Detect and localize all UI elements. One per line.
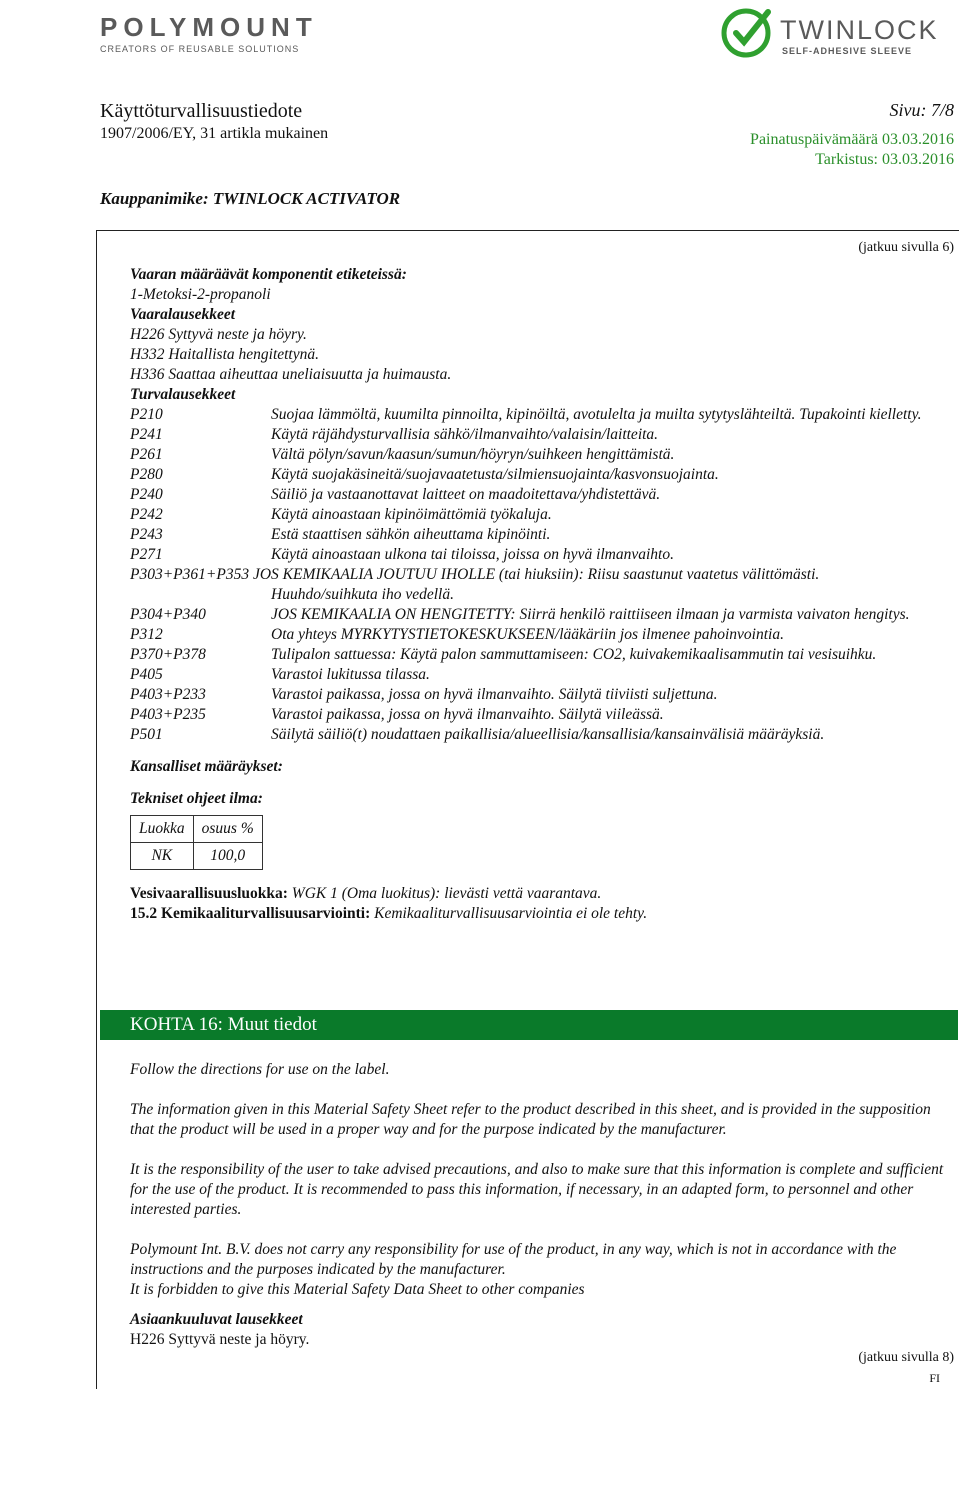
section-16-content	[130, 1060, 956, 1350]
precaution-text: Käytä ainoastaan kipinöimättömiä työkaluja.	[271, 506, 552, 523]
precaution-text: Ota yhteys MYRKYTYSTIETOKESKUKSEEN/lääkäriin jos ilmenee pahoinvointia.	[271, 626, 784, 643]
precaution-row	[130, 725, 956, 745]
paragraph: The information given in this Material Safety Sheet refer to the product described in this sheet, and is provided in the supposition that the product will be used in a proper way and for the purpose indicated by the manufacturer.	[130, 1101, 931, 1138]
section-15-content	[130, 265, 956, 924]
chemical-safety-line	[130, 904, 956, 924]
hazard-statement: H332 Haitallista hengitettynä.	[130, 346, 319, 363]
regulation-reference: 1907/2006/EY, 31 artikla mukainen	[100, 125, 329, 142]
precaution-text: Suojaa lämmöltä, kuumilta pinnoilta, kipinöiltä, avotulelta ja muilta sytytyslähteiltä. Tupakointi kielletty.	[271, 406, 922, 423]
twinlock-logo-tagline: SELF-ADHESIVE SLEEVE	[782, 46, 913, 56]
table-row	[131, 843, 263, 870]
precaution-text: Säilytä säiliö(t) noudattaen paikallisia/alueellisia/kansallisia/kansainvälisiä määräyksiä.	[271, 726, 825, 743]
precaution-row	[130, 465, 956, 485]
precaution-code: P403+P233	[130, 686, 206, 703]
precaution-heading: Turvalausekkeet	[130, 386, 236, 403]
precaution-row	[130, 425, 956, 445]
twinlock-logo	[718, 3, 948, 63]
precaution-row	[130, 685, 956, 705]
precaution-row	[130, 665, 956, 685]
continued-from: (jatkuu sivulla 6)	[858, 240, 954, 255]
precaution-row	[130, 445, 956, 465]
national-regulations-heading: Kansalliset määräykset:	[130, 758, 283, 775]
precaution-text: Varastoi paikassa, jossa on hyvä ilmanvaihto. Säilytä tiiviisti suljettuna.	[271, 686, 718, 703]
precaution-code: P405	[130, 666, 163, 683]
precaution-row	[130, 625, 956, 645]
paragraph: It is forbidden to give this Material Safety Data Sheet to other companies	[130, 1281, 585, 1298]
water-hazard-line	[130, 884, 956, 904]
paragraph: Polymount Int. B.V. does not carry any responsibility for use of the product, in any way, which is not in accordance with the instructions and the purposes indicated by the manufacturer.	[130, 1241, 897, 1278]
precaution-code: P304+P340	[130, 606, 206, 623]
water-hazard-label: Vesivaarallisuusluokka:	[130, 885, 288, 902]
precaution-code: P303+P361+P353	[130, 566, 250, 583]
precaution-text: JOS KEMIKAALIA JOUTUU IHOLLE (tai hiuksiin): Riisu saastunut vaatetus välittömästi.	[252, 566, 820, 583]
paragraph: It is the responsibility of the user to take advised precautions, and also to make sure that this information is complete and sufficient for the use of the product. It is recommended to pass this information, if necessary, in an adapted form, to personnel and other interested parties.	[130, 1161, 944, 1218]
precaution-code: P271	[130, 546, 163, 563]
precaution-row	[130, 485, 956, 505]
precaution-text: Käytä räjähdysturvallisia sähkö/ilmanvaihto/valaisin/laitteita.	[271, 426, 659, 443]
precaution-row	[130, 645, 956, 665]
trade-name: Kauppanimike: TWINLOCK ACTIVATOR	[100, 189, 401, 208]
precaution-text: Käytä suojakäsineitä/suojavaatetusta/silmiensuojainta/kasvonsuojainta.	[271, 466, 719, 483]
precaution-text: Vältä pölyn/savun/kaasun/sumun/höyryn/suihkeen hengittämistä.	[271, 446, 675, 463]
precaution-row	[130, 505, 956, 525]
table-header-row	[131, 816, 263, 843]
polymount-logo-name: POLYMOUNT	[100, 12, 318, 42]
precaution-code: P501	[130, 726, 163, 743]
twinlock-mark-icon	[718, 3, 778, 61]
country-code: FI	[929, 1371, 940, 1385]
relevant-phrase: H226 Syttyvä neste ja höyry.	[130, 1331, 310, 1348]
precaution-row	[130, 405, 956, 425]
date-block	[750, 130, 954, 170]
precaution-text: Varastoi lukitussa tilassa.	[271, 666, 430, 683]
precaution-text: JOS KEMIKAALIA ON HENGITETTY: Siirrä henkilö raittiiseen ilmaan ja varmista vaivaton hengitys.	[271, 606, 910, 623]
precaution-text: Varastoi paikassa, jossa on hyvä ilmanvaihto. Säilytä viileässä.	[271, 706, 664, 723]
polymount-logo	[100, 12, 330, 58]
precaution-text: Käytä ainoastaan ulkona tai tiloissa, joissa on hyvä ilmanvaihto.	[271, 546, 674, 563]
revision-date: Tarkistus: 03.03.2016	[815, 151, 954, 168]
precaution-text: Säiliö ja vastaanottavat laitteet on maadoitettava/yhdistettävä.	[271, 486, 661, 503]
precaution-code: P243	[130, 526, 163, 543]
relevant-phrases-heading: Asiaankuuluvat lausekkeet	[130, 1311, 303, 1328]
precaution-text: Estä staattisen sähkön aiheuttama kipinöinti.	[271, 526, 551, 543]
precaution-code: P210	[130, 406, 163, 423]
precaution-code: P312	[130, 626, 163, 643]
hazard-statement: H336 Saattaa aiheuttaa uneliaisuutta ja huimausta.	[130, 366, 452, 383]
precaution-code: P261	[130, 446, 163, 463]
paragraph: Follow the directions for use on the label.	[130, 1061, 390, 1078]
table-cell: NK	[131, 843, 194, 870]
component-name: 1-Metoksi-2-propanoli	[130, 286, 271, 303]
document-title: Käyttöturvallisuustiedote	[100, 100, 303, 122]
precaution-code: P241	[130, 426, 163, 443]
water-hazard-text: WGK 1 (Oma luokitus): lievästi vettä vaarantava.	[291, 885, 602, 902]
print-date: Painatuspäivämäärä 03.03.2016	[750, 131, 954, 148]
precaution-row	[130, 605, 956, 625]
chemical-safety-text: Kemikaaliturvallisuusarviointia ei ole tehty.	[374, 905, 648, 922]
precaution-row	[130, 525, 956, 545]
section-16-title: KOHTA 16: Muut tiedot	[130, 1014, 317, 1035]
table-cell: 100,0	[193, 843, 262, 870]
class-table	[130, 815, 263, 870]
continued-to: (jatkuu sivulla 8)	[858, 1350, 954, 1365]
precaution-row-p303	[130, 565, 956, 585]
precaution-row	[130, 545, 956, 565]
hazard-statement: H226 Syttyvä neste ja höyry.	[130, 326, 307, 343]
twinlock-logo-name: TWINLOCK	[780, 15, 939, 45]
precaution-code: P280	[130, 466, 163, 483]
precaution-code: P403+P235	[130, 706, 206, 723]
hazard-components-heading: Vaaran määräävät komponentit etiketeissä:	[130, 266, 407, 283]
page-number: Sivu: 7/8	[889, 100, 954, 120]
chemical-safety-label: 15.2 Kemikaaliturvallisuusarviointi:	[130, 905, 371, 922]
precaution-code: P370+P378	[130, 646, 206, 663]
section-16-header	[100, 1010, 958, 1040]
precaution-text: Tulipalon sattuessa: Käytä palon sammuttamiseen: CO2, kuivakemikaalisammutin tai vesisuihku.	[271, 646, 877, 663]
precaution-text-continued: Huuhdo/suihkuta iho vedellä.	[271, 586, 454, 603]
precaution-row	[130, 705, 956, 725]
hazard-statements-heading: Vaaralausekkeet	[130, 306, 236, 323]
technical-instructions-heading: Tekniset ohjeet ilma:	[130, 790, 263, 807]
precaution-code: P240	[130, 486, 163, 503]
table-header-cell: Luokka	[131, 816, 194, 843]
table-header-cell: osuus %	[193, 816, 262, 843]
precaution-code: P242	[130, 506, 163, 523]
polymount-logo-tagline: CREATORS OF REUSABLE SOLUTIONS	[100, 44, 300, 54]
